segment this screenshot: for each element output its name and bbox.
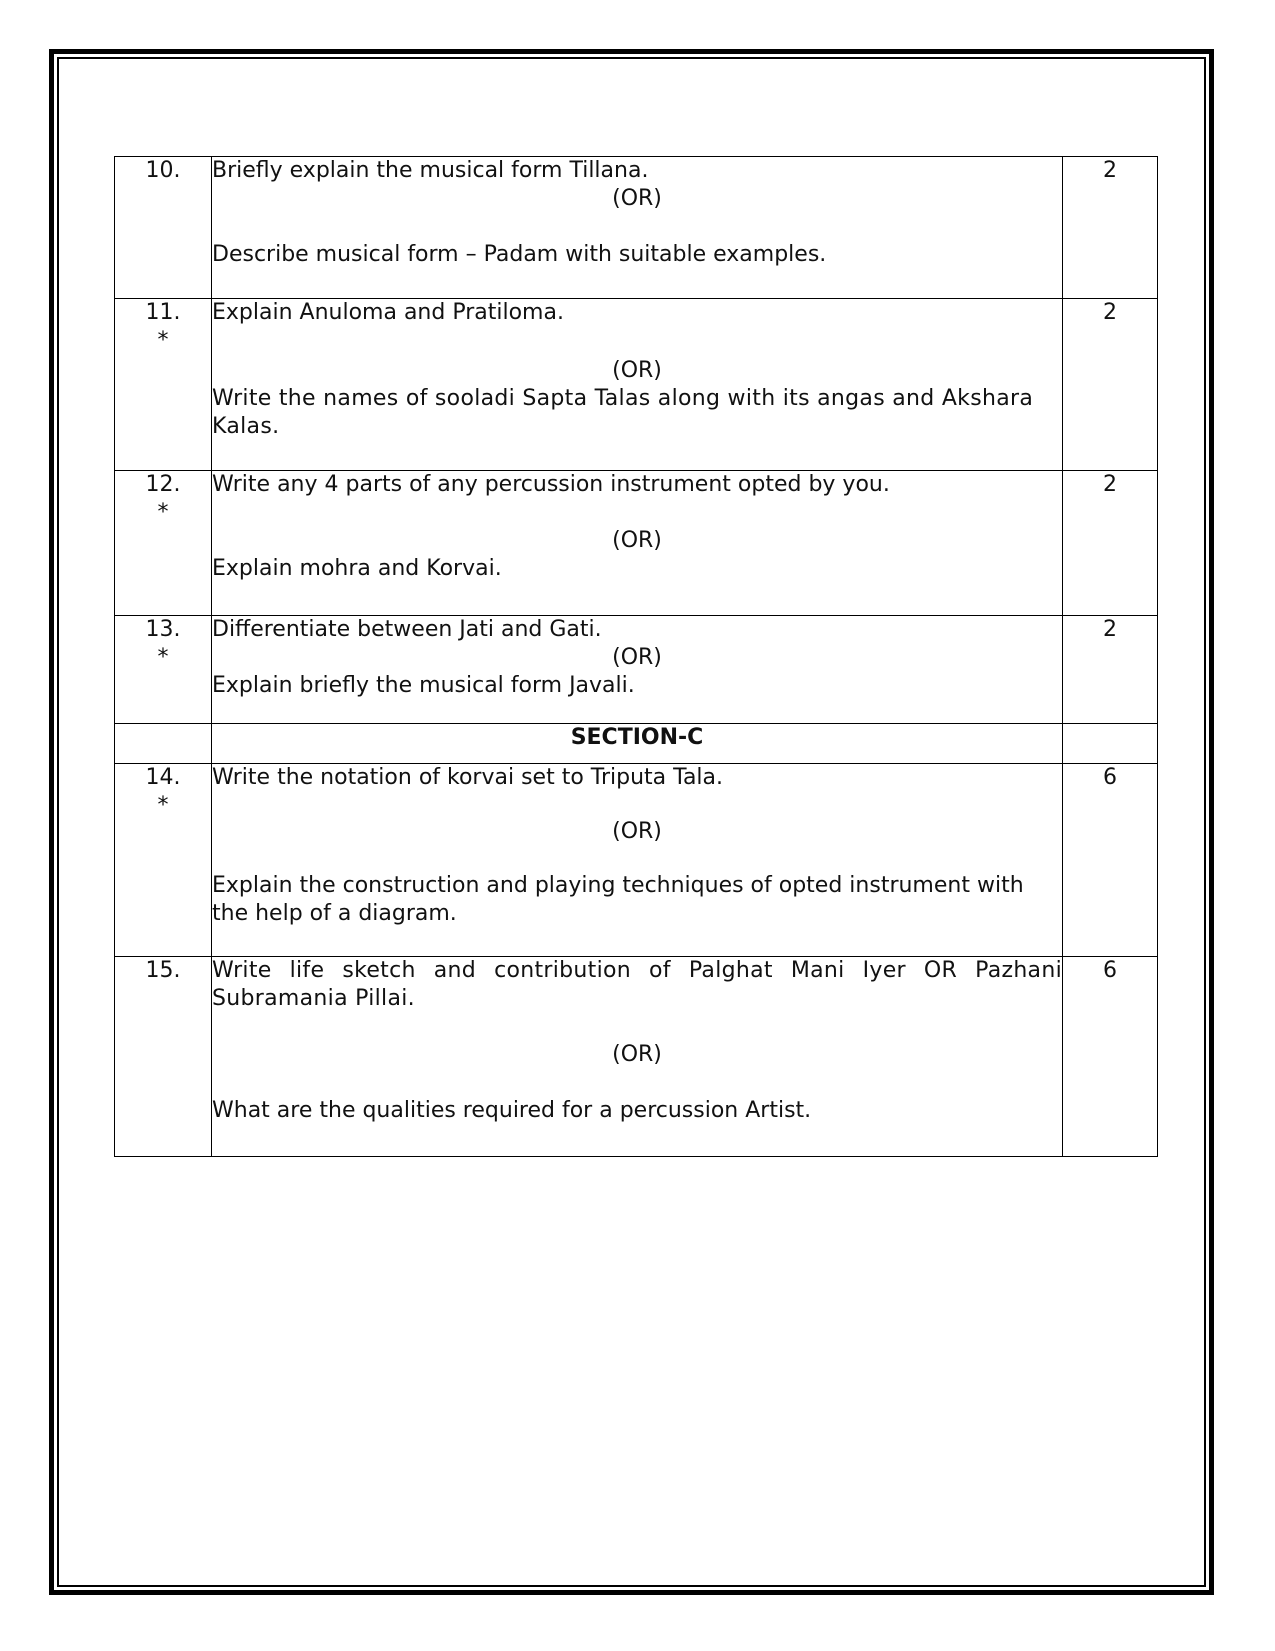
marks-value: 2 [1103, 300, 1117, 325]
table-row [115, 471, 1158, 616]
star-marker: * [157, 500, 169, 525]
alternative-question-text: Describe musical form – Padam with suitable examples. [212, 242, 827, 267]
star-marker: * [157, 793, 169, 818]
marks-cell [1063, 299, 1158, 471]
question-number: 13. [145, 617, 181, 642]
question-text: Briefly explain the musical form Tillana. [212, 158, 649, 183]
question-text: Write any 4 parts of any percussion instrument opted by you. [212, 472, 890, 497]
question-text-cell [212, 957, 1063, 1157]
marks-cell [1063, 471, 1158, 616]
question-text: Explain Anuloma and Pratiloma. [212, 300, 564, 325]
question-number-cell [115, 299, 212, 471]
marks-value: 6 [1103, 958, 1117, 983]
or-separator: (OR) [612, 528, 662, 553]
question-text-cell [212, 299, 1063, 471]
marks-value: 2 [1103, 158, 1117, 183]
empty-cell [1063, 724, 1158, 764]
question-text: Differentiate between Jati and Gati. [212, 617, 602, 642]
or-separator: (OR) [612, 1042, 662, 1067]
section-title: SECTION-C [212, 724, 1063, 764]
alternative-question-text: Explain mohra and Korvai. [212, 556, 502, 581]
question-number-cell [115, 471, 212, 616]
question-text-cell [212, 157, 1063, 299]
star-marker: * [157, 328, 169, 353]
alternative-question-text: Explain briefly the musical form Javali. [212, 673, 635, 698]
marks-value: 2 [1103, 472, 1117, 497]
marks-value: 6 [1103, 765, 1117, 790]
table-row [115, 157, 1158, 299]
section-header-row [115, 724, 1158, 764]
question-number-cell [115, 957, 212, 1157]
question-number-cell [115, 616, 212, 724]
question-number: 15. [145, 958, 181, 983]
question-text-cell [212, 616, 1063, 724]
empty-cell [115, 724, 212, 764]
marks-cell [1063, 616, 1158, 724]
question-text: Write life sketch and contribution of Palghat Mani Iyer OR Pazhani Subramania Pillai. [212, 958, 1062, 1011]
table-row [115, 957, 1158, 1157]
marks-value: 2 [1103, 617, 1117, 642]
or-separator: (OR) [612, 819, 662, 844]
or-separator: (OR) [612, 645, 662, 670]
star-marker: * [157, 645, 169, 670]
alternative-question-text: Write the names of sooladi Sapta Talas along with its angas and Akshara Kalas. [212, 386, 1034, 439]
or-separator: (OR) [612, 358, 662, 383]
table-row [115, 616, 1158, 724]
question-text-cell [212, 764, 1063, 957]
marks-cell [1063, 957, 1158, 1157]
question-number: 14. [145, 765, 181, 790]
question-number-cell [115, 764, 212, 957]
question-text-cell [212, 471, 1063, 616]
alternative-question-text: Explain the construction and playing techniques of opted instrument with the help of a diagram. [212, 873, 1024, 926]
question-number: 11. [145, 300, 181, 325]
marks-cell [1063, 764, 1158, 957]
table-row [115, 764, 1158, 957]
question-text: Write the notation of korvai set to Triputa Tala. [212, 765, 724, 790]
table-row [115, 299, 1158, 471]
marks-cell [1063, 157, 1158, 299]
question-number: 12. [145, 472, 181, 497]
or-separator: (OR) [612, 186, 662, 211]
question-number-cell [115, 157, 212, 299]
question-number: 10. [145, 158, 181, 183]
alternative-question-text: What are the qualities required for a percussion Artist. [212, 1098, 812, 1123]
question-table [114, 156, 1158, 1157]
